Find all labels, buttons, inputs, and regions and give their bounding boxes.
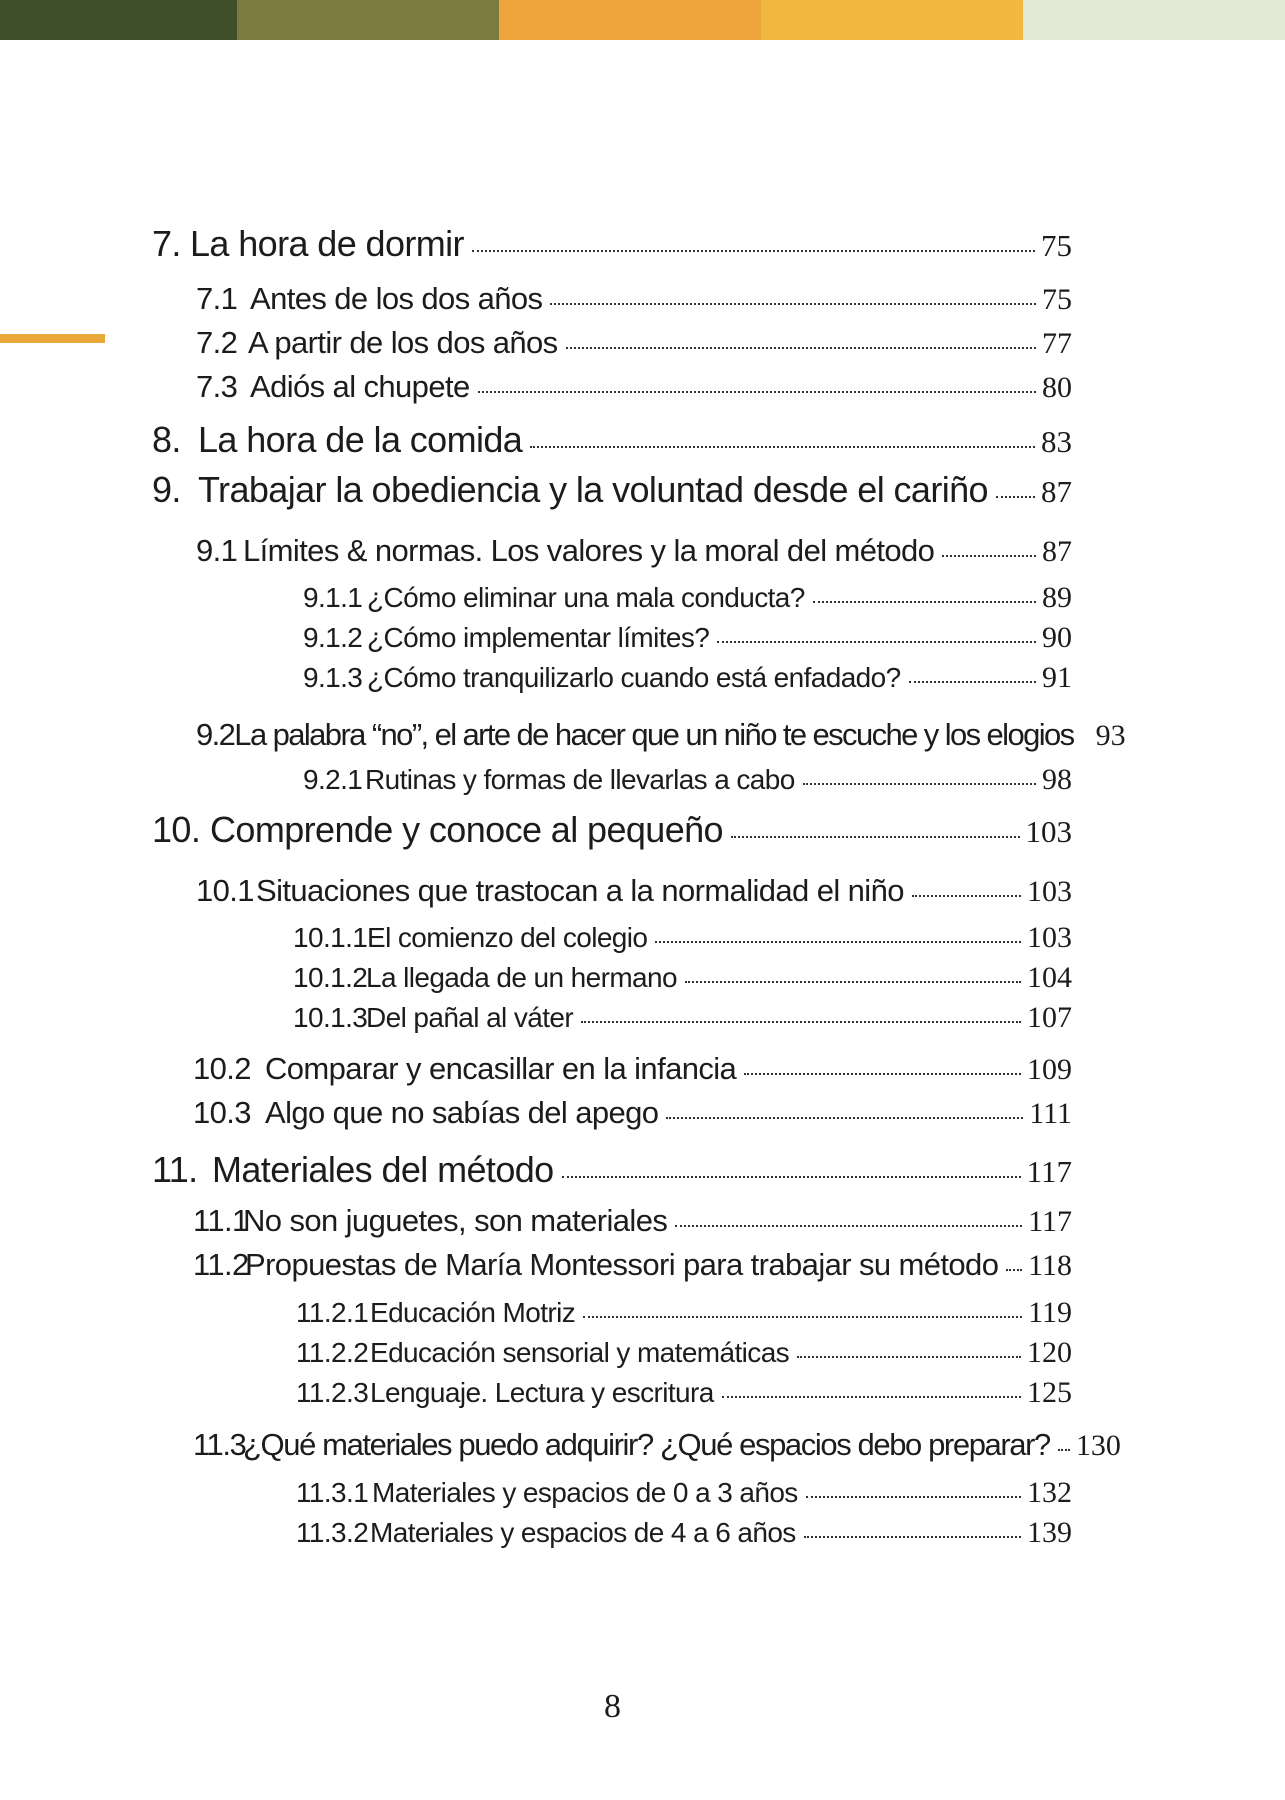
dot-leader [1058, 1449, 1070, 1451]
toc-entry[interactable] [293, 961, 1072, 995]
dot-leader [1006, 1269, 1022, 1271]
toc-entry[interactable] [152, 419, 1072, 461]
toc-entry[interactable] [152, 223, 1072, 265]
toc-page: 104 [1027, 961, 1072, 994]
toc-page: 103 [1025, 814, 1072, 849]
toc-page: 139 [1027, 1516, 1072, 1549]
toc-entry[interactable] [152, 1149, 1072, 1191]
toc-title: Del pañal al váter [366, 1002, 574, 1033]
toc-entry[interactable] [293, 921, 1072, 955]
toc-title: Límites & normas. Los valores y la moral del método [243, 533, 935, 568]
toc-page: 83 [1041, 424, 1072, 459]
toc-page: 90 [1042, 621, 1072, 654]
toc-title: Adiós al chupete [250, 369, 470, 404]
toc-number: 11.3.1 [296, 1477, 369, 1508]
toc-number: 9.1.3 [303, 662, 363, 693]
toc-page: 93 [1095, 719, 1126, 752]
toc-number: 11.2.2 [296, 1337, 369, 1368]
toc-page: 117 [1026, 1154, 1072, 1189]
toc-title: No son juguetes, son materiales [243, 1203, 668, 1238]
toc-page: 103 [1027, 921, 1072, 954]
toc-number: 10.1.2 [293, 962, 368, 993]
toc-entry[interactable] [303, 661, 1072, 695]
toc-page: 103 [1027, 875, 1072, 908]
toc-title: La hora de dormir [190, 223, 464, 264]
toc-title: Comprende y conoce al pequeño [210, 809, 723, 850]
dot-leader [912, 895, 1021, 897]
toc-page: 119 [1028, 1296, 1072, 1329]
toc-title: Algo que no sabías del apego [265, 1095, 659, 1130]
toc-entry[interactable] [303, 581, 1072, 615]
dot-leader [566, 347, 1036, 349]
toc-page: 109 [1027, 1053, 1072, 1086]
toc-number: 11.1 [193, 1203, 249, 1238]
dot-leader [675, 1225, 1022, 1227]
toc-number: 7.1 [196, 281, 238, 316]
dot-leader [478, 391, 1036, 393]
toc-title: La llegada de un hermano [366, 962, 677, 993]
toc-number: 10.1.3 [293, 1002, 368, 1033]
toc-number: 9. [152, 469, 181, 510]
toc-title: Educación Motriz [370, 1297, 576, 1328]
dot-leader [583, 1316, 1022, 1318]
dot-leader [744, 1073, 1021, 1075]
toc-entry[interactable] [196, 369, 1072, 405]
dot-leader [797, 1356, 1021, 1358]
toc-entry[interactable] [196, 325, 1072, 361]
toc-number: 11.2 [193, 1247, 249, 1282]
dot-leader [996, 496, 1035, 498]
dot-leader [562, 1176, 1021, 1178]
toc-title: La hora de la comida [198, 419, 523, 460]
toc-page: 120 [1027, 1336, 1072, 1369]
toc-title: Comparar y encasillar en la infancia [265, 1051, 737, 1086]
dot-leader [581, 1021, 1021, 1023]
toc-number: 7. [152, 223, 181, 264]
toc-entry[interactable] [296, 1336, 1072, 1370]
dot-leader [472, 250, 1035, 252]
toc-entry[interactable] [296, 1296, 1072, 1330]
toc-title: Lenguaje. Lectura y escritura [370, 1377, 714, 1408]
toc-number: 10.2 [193, 1051, 251, 1086]
toc-page: 98 [1042, 763, 1072, 796]
toc-entry[interactable] [196, 281, 1072, 317]
toc-title: Materiales del método [212, 1149, 554, 1190]
toc-title: Situaciones que trastocan a la normalidad el niño [256, 873, 904, 908]
dot-leader [813, 601, 1036, 603]
dot-leader [909, 681, 1036, 683]
toc-page: 87 [1042, 535, 1072, 568]
toc-number: 10. [152, 809, 201, 850]
toc-title: El comienzo del colegio [367, 922, 648, 953]
toc-number: 7.3 [196, 369, 238, 404]
toc-entry[interactable] [303, 621, 1072, 655]
toc-entry[interactable] [152, 469, 1072, 511]
toc-entry[interactable] [193, 1427, 1121, 1463]
toc-number: 11. [152, 1149, 198, 1190]
toc-title: Rutinas y formas de llevarlas a cabo [365, 764, 795, 795]
toc-page: 111 [1029, 1097, 1072, 1130]
dot-leader [530, 446, 1035, 448]
toc-number: 10.3 [193, 1095, 251, 1130]
toc-page: 87 [1041, 474, 1072, 509]
toc-entry[interactable] [196, 717, 1126, 753]
dot-leader [655, 941, 1021, 943]
toc-page: 130 [1075, 1429, 1121, 1462]
toc-entry[interactable] [196, 873, 1072, 909]
toc-title: Materiales y espacios de 4 a 6 años [370, 1517, 796, 1548]
toc-number: 11.3 [193, 1427, 246, 1462]
toc-title: Trabajar la obediencia y la voluntad desde el cariño [198, 469, 988, 510]
toc-number: 9.1.1 [303, 582, 363, 613]
toc-number: 8. [152, 419, 181, 460]
dot-leader [550, 303, 1036, 305]
toc-entry[interactable] [193, 1203, 1072, 1239]
toc-title: Educación sensorial y matemáticas [370, 1337, 790, 1368]
toc-number: 9.2 [196, 717, 235, 752]
dot-leader [722, 1396, 1021, 1398]
toc-number: 10.1 [196, 873, 254, 908]
toc-page: 89 [1042, 581, 1072, 614]
dot-leader [803, 783, 1036, 785]
toc-title: Materiales y espacios de 0 a 3 años [372, 1477, 798, 1508]
toc-page: 77 [1042, 327, 1072, 360]
page-number: 8 [604, 1688, 621, 1725]
toc-page: 91 [1042, 661, 1072, 694]
toc-entry[interactable] [296, 1476, 1072, 1510]
dot-leader [717, 641, 1036, 643]
toc-title: ¿Cómo tranquilizarlo cuando está enfadado? [367, 662, 901, 693]
toc-page: 132 [1027, 1476, 1072, 1509]
toc-number: 11.2.3 [296, 1377, 369, 1408]
toc-page: 125 [1027, 1376, 1072, 1409]
toc-page: 117 [1028, 1205, 1072, 1238]
toc-page: 107 [1027, 1001, 1072, 1034]
toc-entry[interactable] [296, 1516, 1072, 1550]
dot-leader [806, 1496, 1021, 1498]
toc-page: 118 [1028, 1249, 1072, 1282]
toc-entry[interactable] [293, 1001, 1072, 1035]
toc-title: La palabra “no”, el arte de hacer que un niño te escuche y los elogios [234, 717, 1074, 752]
toc-title: ¿Cómo implementar límites? [367, 622, 710, 653]
toc-entry[interactable] [296, 1376, 1072, 1410]
toc-entry[interactable] [152, 809, 1072, 851]
toc-entry[interactable] [303, 763, 1072, 797]
toc-page: 75 [1041, 228, 1072, 263]
dot-leader [666, 1117, 1023, 1119]
toc-title: Antes de los dos años [250, 281, 543, 316]
toc-entry[interactable] [193, 1095, 1072, 1131]
toc-title: ¿Qué materiales puedo adquirir? ¿Qué espacios debo preparar? [243, 1427, 1050, 1462]
dot-leader [685, 981, 1021, 983]
toc-title: A partir de los dos años [248, 325, 558, 360]
dot-leader [942, 555, 1036, 557]
toc-entry[interactable] [193, 1247, 1072, 1283]
toc-entry[interactable] [196, 533, 1072, 569]
toc-page: 75 [1042, 283, 1072, 316]
dot-leader [731, 836, 1020, 838]
toc-entry[interactable] [193, 1051, 1072, 1087]
toc-number: 9.1 [196, 533, 238, 568]
dot-leader [804, 1536, 1021, 1538]
toc-number: 11.3.2 [296, 1517, 369, 1548]
toc-number: 7.2 [196, 325, 238, 360]
toc-number: 11.2.1 [296, 1297, 369, 1328]
dot-leader [1078, 739, 1090, 741]
toc-number: 10.1.1 [293, 922, 368, 953]
toc-title: ¿Cómo eliminar una mala conducta? [367, 582, 805, 613]
toc-number: 9.1.2 [303, 622, 363, 653]
toc-title: Propuestas de María Montessori para trabajar su método [245, 1247, 999, 1282]
toc-page: 80 [1042, 371, 1072, 404]
toc-number: 9.2.1 [303, 764, 363, 795]
